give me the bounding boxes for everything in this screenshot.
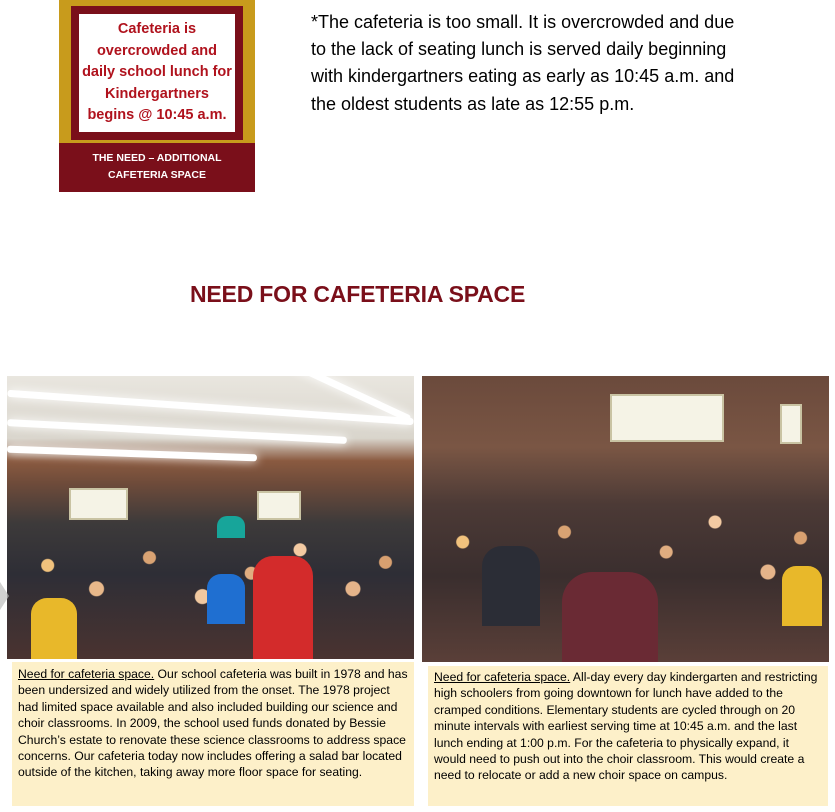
badge-caption: THE NEED – ADDITIONAL CAFETERIA SPACE xyxy=(92,152,222,181)
caption-left xyxy=(12,662,414,806)
caption-body: All-day every day kindergarten and restricting high schoolers from going downtown for lunch have added to the cramped conditions. Elementary students are cycled through on 20 minute intervals with earliest serving time at 10:45 a.m. and the last lunch ending at 1:00 p.m. For the cafeteria to physically expand, it would need to push out into the choir classroom. This would create a need to relocate or add a new choir space on campus. xyxy=(434,670,818,783)
intro-paragraph: *The cafeteria is too small. It is overcrowded and due to the lack of seating lunch is served daily beginning with kindergartners eating as early as 10:45 a.m. and the oldest students as late as 12:55 p.m. xyxy=(311,12,735,114)
student-red-shirt xyxy=(253,556,313,659)
badge-text: Cafeteria is overcrowded and daily school lunch for Kindergartners begins @ 10:45 a.m. xyxy=(82,21,232,124)
ceiling-lights xyxy=(7,376,414,466)
caption-body: Our school cafeteria was built in 1978 and has been undersized and widely utilized from the onset. The 1978 project had limited space available and also included building our science and choir classrooms. In 2009, the school used funds donated by Bessie Church’s estate to renovate these science classrooms to address space concerns. Our cafeteria today now includes offering a salad bar located outside of the kitchen, taking away more floor space for seating. xyxy=(18,667,408,780)
student-maroon-shirt xyxy=(562,572,658,662)
student-yellow-shirt xyxy=(31,598,77,659)
badge-frame xyxy=(71,6,243,140)
student-blue-shirt xyxy=(207,574,245,624)
student-yellow-shirt xyxy=(782,566,822,626)
student-teal-shirt xyxy=(217,516,245,538)
section-heading: NEED FOR CAFETERIA SPACE xyxy=(190,281,526,307)
wall-poster xyxy=(610,394,724,442)
need-badge xyxy=(59,0,255,192)
caption-right xyxy=(428,666,828,806)
caption-lead: Need for cafeteria space. xyxy=(434,670,571,684)
caption-lead: Need for cafeteria space. xyxy=(18,667,155,681)
scroll-left-icon xyxy=(0,582,9,610)
cafeteria-photo-right xyxy=(422,376,829,662)
cafeteria-photo-left xyxy=(7,376,414,659)
badge-box xyxy=(78,13,236,133)
student-dark-shirt xyxy=(482,546,540,626)
wall-poster xyxy=(780,404,802,444)
